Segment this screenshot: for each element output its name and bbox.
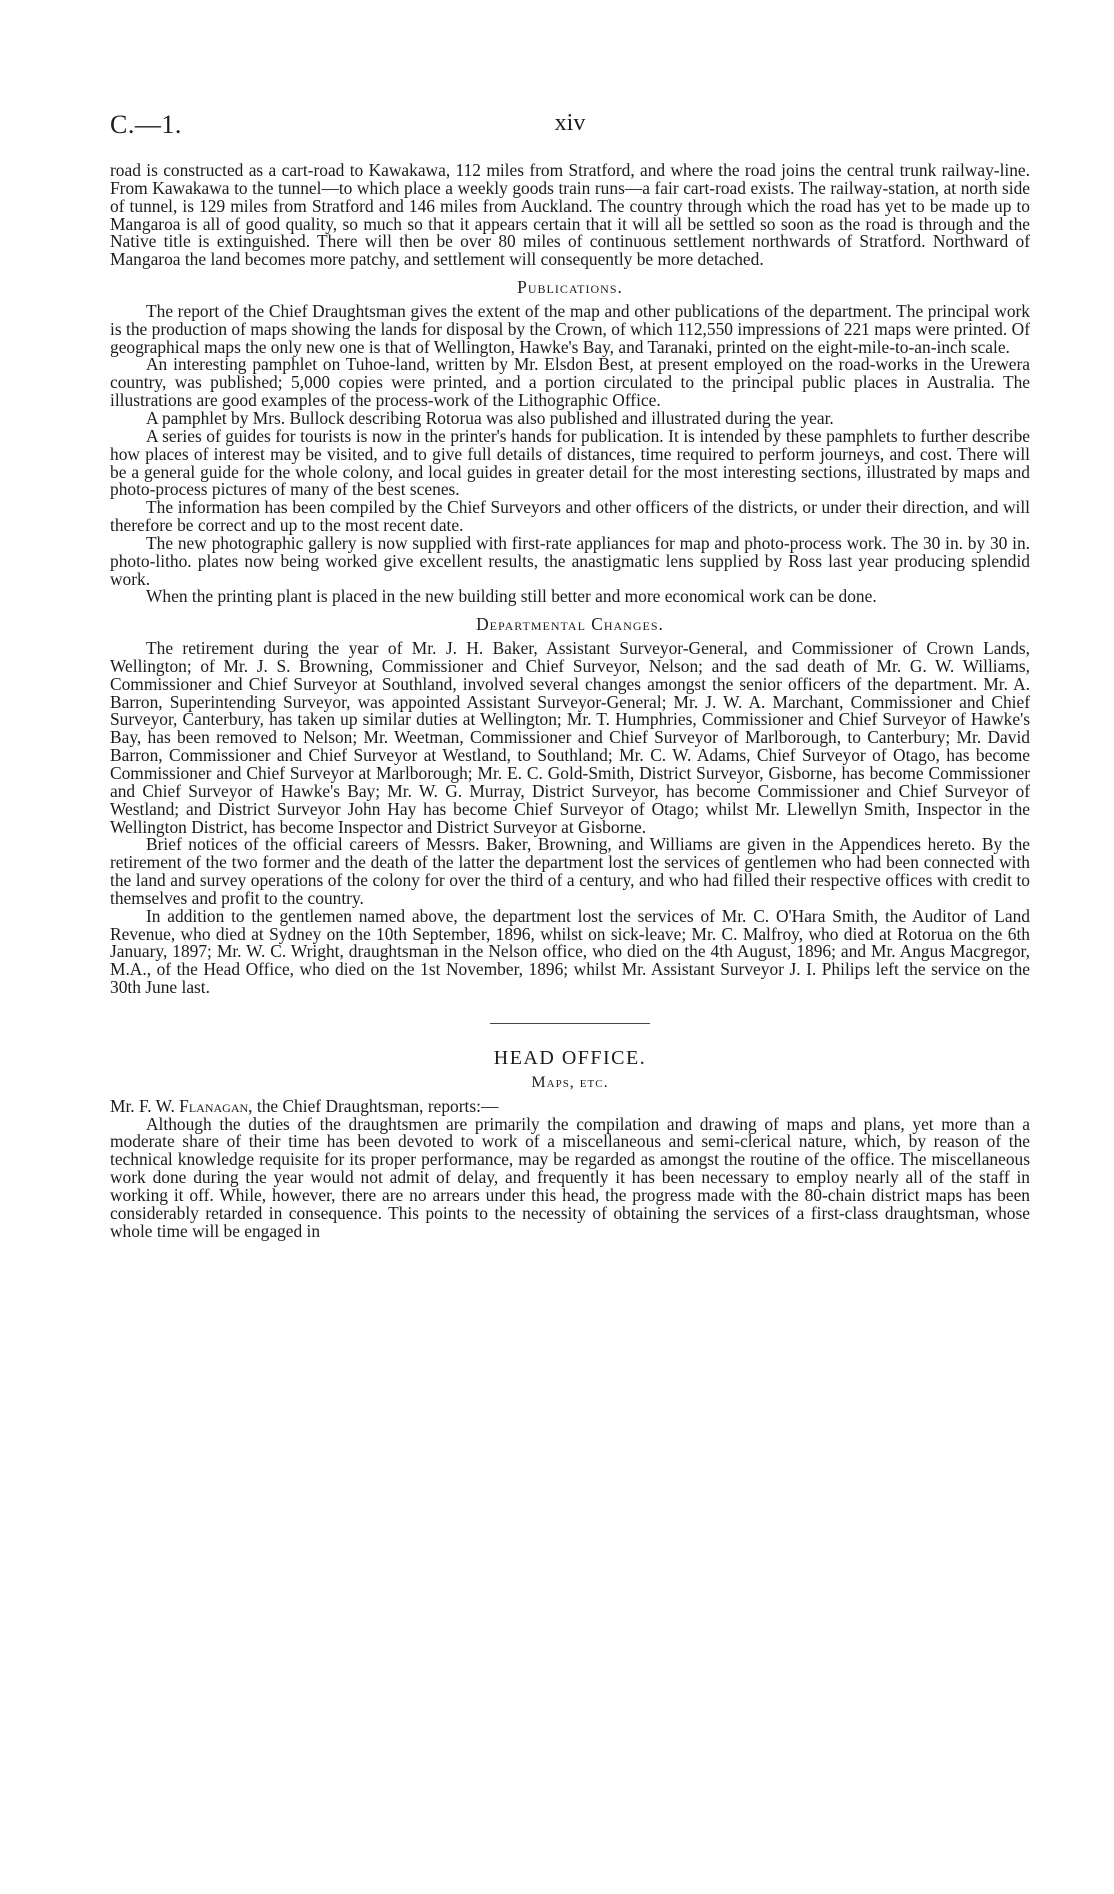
publications-paragraph: The new photographic gallery is now supplied with first-rate appliances for map and photo-process work. The 30 in. by 30 in. photo-litho. plates now being worked give excellent results, the anastigmatic lens supplied by Ross last year producing splendid work. — [110, 532, 1030, 589]
publications-paragraph: When the printing plant is placed in the new building still better and more economical work can be done. — [146, 586, 877, 607]
head-office-heading: HEAD OFFICE. — [493, 1046, 647, 1069]
publications-paragraph: A series of guides for tourists is now in the printer's hands for publication. It is intended by these pamphlets to further describe how places of interest may be visited, and to give full details of distances, time required to perform journeys, and cost. There will be a general guide for the whole colony, and local guides in greater detail for the most interesting sections, illustrated by maps and photo-process pictures of many of the best scenes. — [110, 425, 1030, 500]
publications-paragraph: An interesting pamphlet on Tuhoe-land, written by Mr. Elsdon Best, at present employed on the road-works in the Urewera country, was published; 5,000 copies were printed, and a portion circulated to the principal public places in Australia. The illustrations are good examples of the process-work of the Lithographic Office. — [110, 354, 1030, 411]
report-author-name: Flanagan — [179, 1095, 249, 1116]
publications-paragraph: A pamphlet by Mrs. Bullock describing Rotorua was also published and illustrated during the year. — [146, 407, 834, 428]
departmental-changes-paragraph: In addition to the gentlemen named above, the department lost the services of Mr. C. O'Hara Smith, the Auditor of Land Revenue, who died at Sydney on the 10th September, 1896, whilst on sick-leave; Mr. C. Malfroy, who died at Rotorua on the 6th January, 1897; Mr. W. C. Wright, draughtsman in the Nelson office, who died on the 4th August, 1896; and Mr. Angus Macgregor, M.A., of the Head Office, who died on the 1st November, 1896; whilst Mr. Assistant Surveyor J. I. Philips left the service on the 30th June last. — [110, 905, 1030, 998]
intro-paragraph: road is constructed as a cart-road to Kawakawa, 112 miles from Stratford, and where the road joins the central trunk railway-line. From Kawakawa to the tunnel—to which place a weekly goods train runs—a fair cart-road exists. The railway-station, at north side of tunnel, is 129 miles from Stratford and 146 miles from Auckland. The country through which the road has yet to be made up to Mangaroa is all of good quality, so much so that it appears certain that it will all be settled so soon as the road is through and the Native title is extinguished. There will then be over 80 miles of continuous settlement northwards of Stratford. Northward of Mangaroa the land becomes more patchy, and settlement will consequently be more detached. — [110, 160, 1030, 270]
document-body — [110, 162, 1030, 1240]
report-intro — [110, 1095, 1030, 1116]
maps-subheading: Maps, etc. — [531, 1073, 609, 1091]
publications-paragraph: The report of the Chief Draughtsman gives the extent of the map and other publications of the department. The principal work is the production of maps showing the lands for disposal by the Crown, of which 112,550 impressions of 221 maps were printed. Of geographical maps the only new one is that of Wellington, Hawke's Bay, and Taranaki, printed on the eight-mile-to-an-inch scale. — [110, 300, 1030, 357]
section-divider — [490, 1023, 650, 1024]
page-code: C.—1. — [110, 110, 182, 139]
head-office-paragraph: Although the duties of the draughtsmen are primarily the compilation and drawing of maps and plans, yet more than a moderate share of their time has been devoted to work of a miscellaneous and semi-clerical nature, which, by reason of the technical knowledge requisite for its proper performance, may be regarded as amongst the routine of the office. The miscellaneous work done during the year would not admit of delay, and frequently it has been necessary to employ nearly all of the staff in working it off. While, however, there are no arrears under this head, the progress made with the 80-chain district maps has been considerably retarded in consequence. This points to the necessity of obtaining the services of a first-class draughtsman, whose whole time will be engaged in — [110, 1113, 1030, 1241]
page-header — [110, 110, 1030, 144]
departmental-changes-heading: Departmental Changes. — [476, 614, 664, 635]
report-prefix: Mr. F. W. — [110, 1095, 180, 1116]
page-number: xiv — [554, 110, 586, 136]
report-suffix: , the Chief Draughtsman, reports:— — [248, 1095, 499, 1116]
publications-heading: Publications. — [517, 277, 623, 298]
departmental-changes-paragraph: The retirement during the year of Mr. J. H. Baker, Assistant Surveyor-General, and Commissioner of Crown Lands, Wellington; of Mr. J. S. Browning, Commissioner and Chief Surveyor, Nelson; and the sad death of Mr. G. W. Williams, Commissioner and Chief Surveyor at Southland, involved several changes amongst the senior officers of the department. Mr. A. Barron, Superintending Surveyor, was appointed Assistant Surveyor-General; Mr. J. W. A. Marchant, Commissioner and Chief Surveyor, Canterbury, has taken up similar duties at Wellington; Mr. T. Humphries, Commissioner and Chief Surveyor of Hawke's Bay, has been removed to Nelson; Mr. Weetman, Commissioner and Chief Surveyor of Marlborough, to Canterbury; Mr. David Barron, Commissioner and Chief Surveyor at Westland, to Southland; Mr. C. W. Adams, Chief Surveyor of Otago, has become Commissioner and Chief Surveyor at Marlborough; Mr. E. C. Gold-Smith, District Surveyor, Gisborne, has become Commissioner and Chief Surveyor of Hawke's Bay; Mr. W. G. Murray, District Surveyor, has become Commissioner and Chief Surveyor of Westland; and District Surveyor John Hay has become Chief Surveyor of Otago; whilst Mr. Llewellyn Smith, Inspector in the Wellington District, has become Inspector and District Surveyor at Gisborne. — [110, 638, 1030, 837]
publications-paragraph: The information has been compiled by the Chief Surveyors and other officers of the districts, or under their direction, and will therefore be correct and up to the most recent date. — [110, 497, 1030, 536]
departmental-changes-paragraph: Brief notices of the official careers of Messrs. Baker, Browning, and Williams are given in the Appendices hereto. By the retirement of the two former and the death of the latter the department lost the services of gentlemen who had been connected with the land and survey operations of the colony for over the third of a century, and who had filled their respective offices with credit to themselves and profit to the country. — [110, 834, 1030, 908]
